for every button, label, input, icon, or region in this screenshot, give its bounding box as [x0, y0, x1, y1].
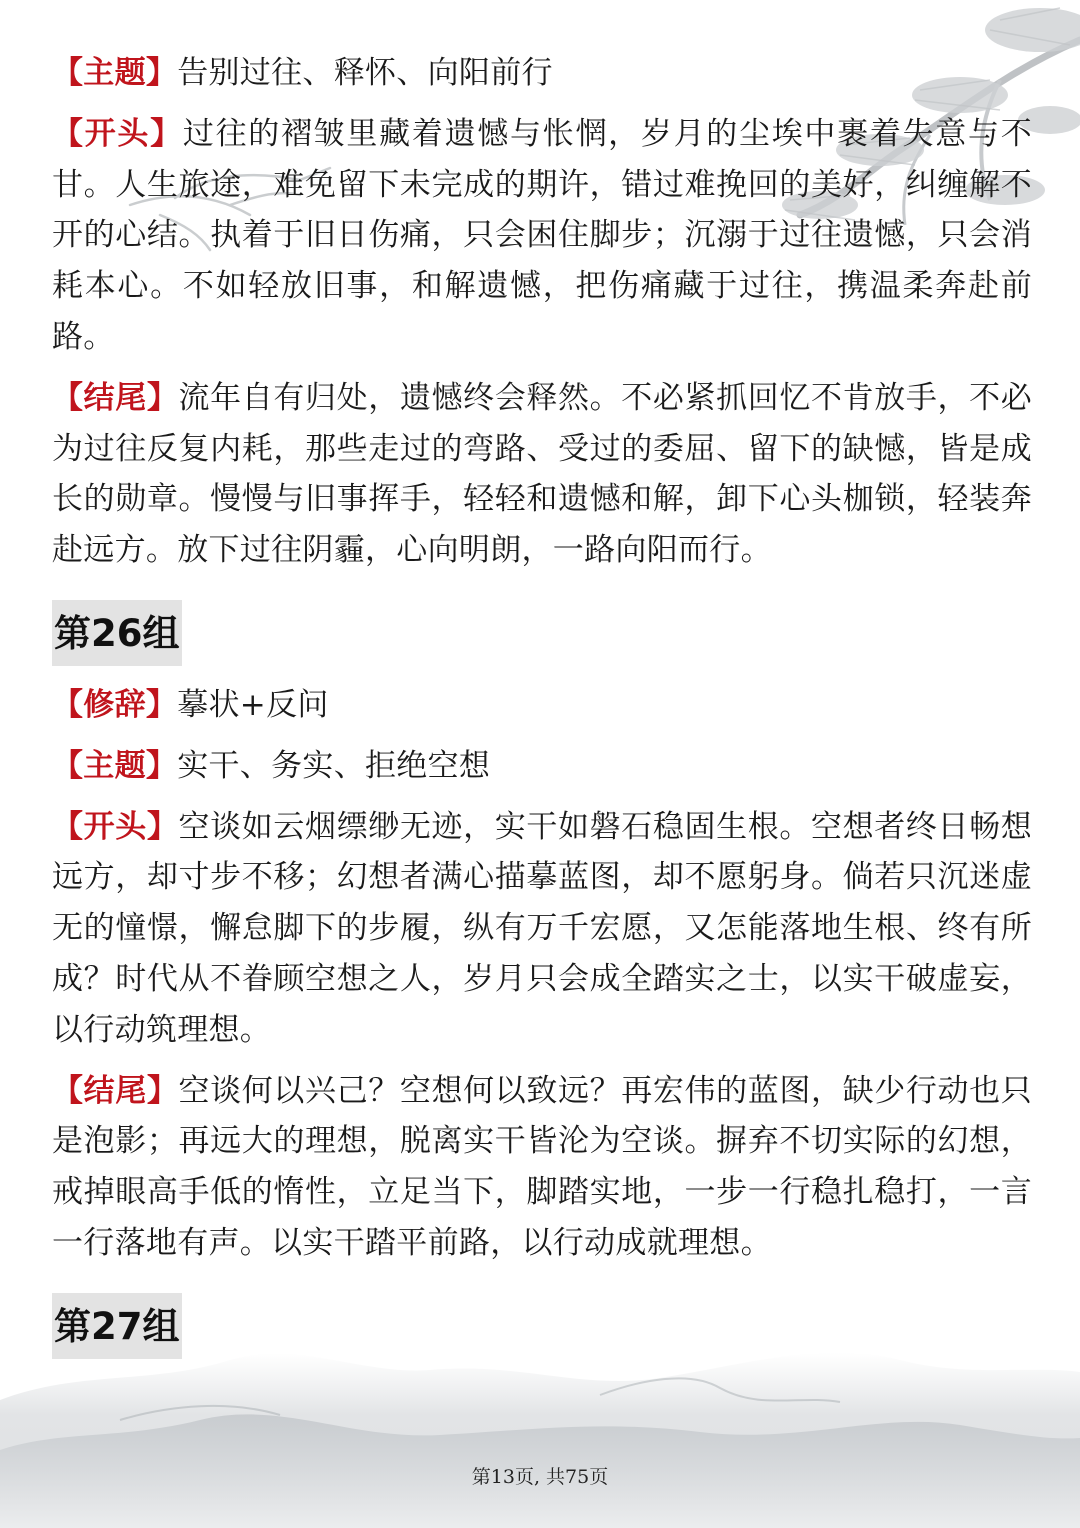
- opening-text: 空谈如云烟缥缈无迹，实干如磐石稳固生根。空想者终日畅想远方，却寸步不移；幻想者满心描摹蓝图，却不愿躬身。倘若只沉迷虚无的憧憬，懈怠脚下的步履，纵有万千宏愿，又怎能落地生根、终有所成？时代从不眷顾空想之人，岁月只会成全踏实之士，以实干破虚妄，以行动筑理想。: [52, 808, 1032, 1048]
- s26-opening-paragraph: [52, 802, 1032, 1056]
- page-number-footer: 第13页, 共75页: [471, 1466, 609, 1488]
- group-26-heading-wrap: [52, 586, 1032, 680]
- rhetoric-text: 摹状+反问: [177, 686, 329, 723]
- theme-label: 【主题】: [52, 55, 178, 91]
- opening-label: 【开头】: [52, 808, 179, 845]
- theme-text: 告别过往、释怀、向阳前行: [177, 55, 553, 91]
- theme-label: 【主题】: [52, 747, 178, 784]
- ending-label: 【结尾】: [52, 1072, 179, 1109]
- s26-rhetoric-paragraph: [52, 680, 1032, 731]
- opening-label: 【开头】: [52, 115, 183, 152]
- ending-text: 空谈何以兴己？空想何以致远？再宏伟的蓝图，缺少行动也只是泡影；再远大的理想，脱离实干皆沦为空谈。摒弃不切实际的幻想，戒掉眼高手低的惰性，立足当下，脚踏实地，一步一行稳扎稳打，一言一行落地有声。以实干踏平前路，以行动成就理想。: [52, 1072, 1032, 1261]
- theme-text: 实干、务实、拒绝空想: [177, 747, 491, 784]
- group-27-heading: 第27组: [52, 1293, 182, 1359]
- group-27-heading-wrap: [52, 1279, 1032, 1373]
- document-body: [52, 48, 1032, 1373]
- s25-ending-paragraph: [52, 373, 1032, 576]
- ending-text: 流年自有归处，遗憾终会释然。不必紧抓回忆不肯放手，不必为过往反复内耗，那些走过的弯路、受过的委屈、留下的缺憾，皆是成长的勋章。慢慢与旧事挥手，轻轻和遗憾和解，卸下心头枷锁，轻装奔赴远方。放下过往阴霾，心向明朗，一路向阳而行。: [52, 379, 1032, 569]
- group-26-heading: 第26组: [52, 600, 182, 666]
- ink-wash-mountains-art: [0, 1353, 1080, 1528]
- opening-text: 过往的褶皱里藏着遗憾与怅惘，岁月的尘埃中裹着失意与不甘。人生旅途，难免留下未完成的期许，错过难挽回的美好，纠缠解不开的心结。执着于旧日伤痛，只会困住脚步；沉溺于过往遗憾，只会消耗本心。不如轻放旧事，和解遗憾，把伤痛藏于过往，携温柔奔赴前路。: [52, 115, 1033, 355]
- s26-theme-paragraph: [52, 741, 1032, 792]
- s25-theme-paragraph: [52, 48, 1032, 99]
- rhetoric-label: 【修辞】: [52, 686, 178, 723]
- s25-opening-paragraph: [52, 109, 1032, 363]
- ending-label: 【结尾】: [52, 379, 179, 416]
- s26-ending-paragraph: [52, 1066, 1032, 1269]
